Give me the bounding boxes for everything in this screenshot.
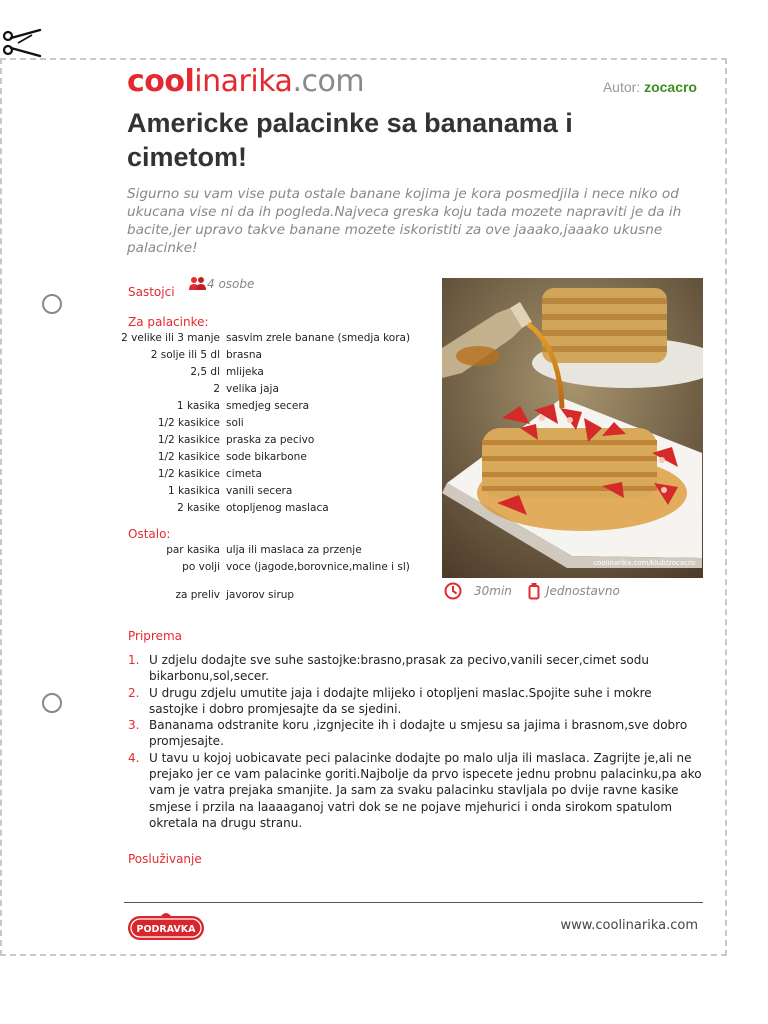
ingredients-heading: Sastojci [128, 285, 175, 299]
ingredient-quantity: 2 velike ili 3 manje [121, 332, 220, 344]
ingredient-name: ulja ili maslaca za przenje [226, 544, 362, 556]
ingredient-quantity: 2,5 dl [190, 366, 220, 378]
ingredient-quantity: 1 kasikica [168, 485, 220, 497]
ingredient-name: mlijeka [226, 366, 264, 378]
ingredient-name: sode bikarbone [226, 451, 307, 463]
ingredient-quantity: 1/2 kasikice [157, 417, 220, 429]
prep-time [444, 582, 512, 600]
step-number: 3. [128, 718, 140, 733]
ingredient-quantity: 2 solje ili 5 dl [150, 349, 220, 361]
step-number: 2. [128, 685, 140, 700]
ingredient-name: brasna [226, 349, 262, 361]
step-text: U drugu zdjelu umutite jaja i dodajte mlijeko i otopljeni maslac.Spojite suhe i mokre sastojke i dobro promjesajte da se sjedini. [149, 685, 652, 716]
preparation-step [128, 685, 703, 718]
step-text: Bananama odstranite koru ,izgnjecite ih i dodajte u smjesu sa jajima i brasnom,sve dobro promjesajte. [149, 718, 688, 749]
difficulty-icon [528, 582, 540, 600]
recipe-photo [442, 278, 703, 578]
difficulty [528, 582, 620, 600]
preparation-steps [128, 652, 703, 831]
preparation-heading: Priprema [128, 629, 183, 643]
difficulty-text: Jednostavno [546, 584, 620, 598]
ingredient-quantity: za preliv [175, 589, 220, 601]
recipe-title: Americke palacinke sa bananama i cimetom! [127, 108, 573, 172]
step-number: 1. [128, 653, 140, 667]
serving-heading: Posluživanje [128, 852, 202, 866]
ingredient-quantity: 2 [213, 383, 220, 395]
ingredient-name: cimeta [226, 468, 262, 480]
photo-watermark: coolinarika.com/klub/zocacro [593, 559, 695, 567]
ingredient-name: voce (jagode,borovnice,maline i sl) [226, 561, 410, 573]
ingredient-quantity: po volji [182, 561, 220, 573]
step-number: 4. [128, 750, 140, 765]
ingredient-quantity: 1/2 kasikice [157, 468, 220, 480]
servings [189, 276, 254, 291]
ingredient-quantity: 2 kasike [177, 502, 220, 514]
author-name[interactable]: zocacro [644, 79, 697, 95]
preparation-step [128, 652, 703, 685]
ingredient-name: otopljenog maslaca [226, 502, 329, 514]
clock-icon [444, 582, 462, 600]
ingredient-name: javorov sirup [226, 589, 295, 601]
binder-hole [42, 294, 62, 314]
podravka-logo [127, 910, 205, 942]
footer-divider [124, 902, 703, 903]
ingredient-name: vanili secera [226, 485, 293, 497]
ingredient-group-label: Ostalo: [128, 527, 171, 541]
podravka-logo-text: PODRAVKA [136, 924, 196, 935]
author-label: Autor: [602, 79, 641, 95]
ingredient-quantity: 1/2 kasikice [157, 451, 220, 463]
author [603, 79, 697, 95]
ingredient-name: praska za pecivo [226, 434, 315, 446]
ingredient-name: smedjeg secera [226, 400, 310, 412]
ingredient-quantity: par kasika [166, 544, 220, 556]
ingredient-name: soli [226, 417, 244, 429]
step-text: U zdjelu dodajte sve suhe sastojke:brasno,prasak za pecivo,vanili secer,cimet sodu bikarbonu,sol,secer. [149, 653, 649, 684]
step-text: U tavu u kojoj uobicavate peci palacinke dodajte po malo ulja ili maslaca. Zagrijte je,ali ne prejako jer ce vam palacinke goriti.Najbolje da prvo ispecete jednu probnu palacinku,pa ako vam je vatra prejaka smanjite. Ja sam za svaku palacinku stavljala po dvije ravne kasike smjese i przila na laaaaganoj vatri dok se ne pojave mjehurici i onda sirokom spatulom okretala na drugu stranu. [149, 750, 702, 830]
preparation-step [128, 750, 703, 831]
ingredient-group-label: Za palacinke: [128, 315, 209, 329]
ingredient-quantity: 1 kasika [176, 400, 220, 412]
recipe-intro: Sigurno su vam vise puta ostale banane kojima je kora posmedjila i nece niko od ukucana vise ni da ih pogleda.Najveca greska koju tada mozete napraviti je da ih bacite,jer upravo takve banane mozete iskoristiti za ove jaaako,jaaako ukusne palacinke! [127, 186, 682, 256]
ingredient-name: velika jaja [226, 383, 279, 395]
people-icon [189, 276, 206, 291]
coolinarika-logo: coolinarika.com [127, 64, 365, 99]
ingredient-quantity: 1/2 kasikice [157, 434, 220, 446]
site-url[interactable]: www.coolinarika.com [560, 918, 698, 933]
servings-text: 4 osobe [207, 276, 255, 291]
preparation-step [128, 717, 703, 750]
prep-time-text: 30min [474, 584, 512, 598]
scissors-icon [2, 26, 42, 60]
binder-hole [42, 693, 62, 713]
ingredient-name: sasvim zrele banane (smedja kora) [226, 332, 411, 344]
